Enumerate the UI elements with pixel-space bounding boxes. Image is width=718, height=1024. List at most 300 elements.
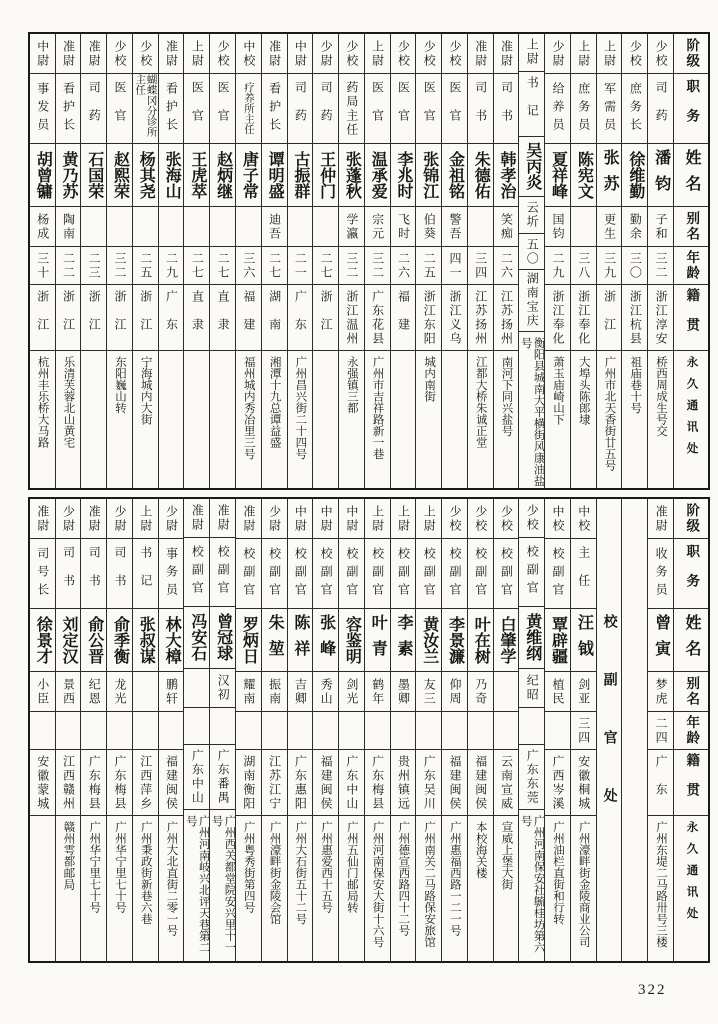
name-cell <box>56 144 81 207</box>
alias-cell <box>494 207 519 247</box>
address-cell <box>545 351 570 488</box>
person-origin: 浙江 <box>138 289 153 346</box>
name-cell <box>262 144 287 207</box>
person-rank: 上尉 <box>138 504 153 533</box>
person-origin: 广东番禺 <box>216 748 231 805</box>
person-origin: 湖南宝庆 <box>525 272 540 329</box>
person-column <box>544 499 570 961</box>
origin-cell <box>571 750 596 816</box>
person-age: 三二 <box>654 251 669 280</box>
duty-cell <box>210 538 235 607</box>
person-column <box>390 499 416 961</box>
address-cell <box>597 351 622 488</box>
person-origin: 浙江 <box>61 289 76 346</box>
person-name: 朱堃 <box>266 614 284 666</box>
name-cell <box>545 609 570 672</box>
person-origin: 广东梅县 <box>113 754 128 811</box>
origin-cell <box>288 750 313 816</box>
person-alias: 龙光 <box>113 677 128 706</box>
duty-cell <box>416 74 441 144</box>
person-age: 二六 <box>499 251 514 280</box>
person-duty: 军需员 <box>602 81 617 136</box>
person-alias: 子和 <box>654 212 669 241</box>
person-origin: 浙江 <box>319 289 334 346</box>
name-cell <box>107 144 132 207</box>
origin-cell <box>81 750 106 816</box>
rank-cell <box>571 499 596 539</box>
name-cell <box>571 609 596 672</box>
age-cell <box>133 712 158 750</box>
origin-cell <box>236 285 261 351</box>
origin-cell <box>262 285 287 351</box>
person-name: 张锦江 <box>420 151 438 199</box>
rank-cell <box>365 34 390 74</box>
rank-cell <box>262 499 287 539</box>
person-origin: 广东梅县 <box>87 754 102 811</box>
person-column <box>493 499 519 961</box>
header-column <box>673 34 708 488</box>
person-rank: 中校 <box>576 504 591 533</box>
name-cell <box>288 144 313 207</box>
header-label: 年龄 <box>684 250 700 281</box>
origin-cell <box>210 285 235 351</box>
alias-cell <box>133 672 158 712</box>
person-age: 二一 <box>293 251 308 280</box>
duty-cell <box>107 74 132 144</box>
person-duty: 医官 <box>396 80 411 137</box>
age-cell <box>468 712 493 750</box>
person-column <box>183 499 209 961</box>
person-duty: 校副官 <box>319 546 334 601</box>
address-cell <box>30 816 55 961</box>
rank-cell <box>184 34 209 74</box>
person-alias: 学瀛 <box>344 212 359 241</box>
person-rank: 中尉 <box>319 504 334 533</box>
name-cell <box>571 144 596 207</box>
person-rank: 上尉 <box>576 39 591 68</box>
header-origin-cell <box>674 750 708 816</box>
alias-cell <box>648 207 673 247</box>
alias-cell <box>262 207 287 247</box>
person-name: 张叔谋 <box>137 616 155 664</box>
duty-cell <box>262 74 287 144</box>
header-label: 永久通讯处 <box>685 821 698 929</box>
name-cell <box>468 609 493 672</box>
person-column <box>467 34 493 488</box>
person-alias: 植民 <box>551 677 566 706</box>
duty-cell <box>416 539 441 609</box>
address-cell <box>313 816 338 961</box>
person-age: 二九 <box>164 251 179 280</box>
person-address: 广州惠爱西十五号 <box>320 821 333 913</box>
person-duty: 校副官 <box>396 546 411 601</box>
alias-cell <box>494 672 519 712</box>
person-address: 广州大石街五十二号 <box>294 821 307 925</box>
name-cell <box>468 144 493 207</box>
age-cell <box>519 708 544 745</box>
person-origin: 广东中山 <box>190 748 205 805</box>
address-cell <box>416 351 441 488</box>
person-rank: 中尉 <box>344 504 359 533</box>
person-origin: 直隶 <box>190 289 205 346</box>
person-age: 三十 <box>35 251 50 280</box>
person-address: 广州大北直街二零一号 <box>165 821 178 936</box>
alias-cell <box>365 207 390 247</box>
person-alias: 振南 <box>267 677 282 706</box>
person-name: 俞季衡 <box>111 616 129 664</box>
person-column <box>441 34 467 488</box>
person-origin: 福建闽侯 <box>164 754 179 811</box>
person-name: 王仲门 <box>317 151 335 199</box>
person-name: 古振群 <box>291 151 309 199</box>
person-address: 衡阳县城南大平横街风康油盐号 <box>519 336 545 487</box>
person-origin: 浙江 <box>113 289 128 346</box>
name-cell <box>648 609 673 672</box>
person-origin: 广东 <box>654 754 669 811</box>
age-cell <box>262 712 287 750</box>
header-label: 年龄 <box>684 715 700 746</box>
roster-table-bottom <box>28 497 710 963</box>
person-duty: 疗养所主任 <box>243 82 255 135</box>
address-cell <box>56 351 81 488</box>
person-address: 广州东堤二马路卅号三楼 <box>655 821 668 948</box>
person-duty: 校副官 <box>241 546 256 601</box>
address-cell <box>519 332 544 488</box>
person-duty: 司书 <box>87 545 102 602</box>
person-address: 广州秉政街新巷六巷 <box>139 821 152 925</box>
person-address: 乐清芙蓉北山黄宅 <box>62 356 75 448</box>
person-rank: 少校 <box>654 39 669 68</box>
person-address: 广州市北天香街廿五号 <box>603 356 616 471</box>
name-cell <box>210 144 235 207</box>
age-cell <box>494 247 519 285</box>
person-name: 杨其尧 <box>137 151 155 199</box>
age-cell <box>339 247 364 285</box>
rank-cell <box>30 499 55 539</box>
person-column <box>518 499 544 961</box>
name-cell <box>184 144 209 207</box>
person-age: 二五 <box>138 251 153 280</box>
rank-cell <box>519 499 544 538</box>
duty-cell <box>571 74 596 144</box>
origin-cell <box>133 285 158 351</box>
header-label: 职务 <box>684 79 700 138</box>
age-cell <box>545 712 570 750</box>
age-cell <box>184 708 209 745</box>
address-cell <box>107 351 132 488</box>
age-cell <box>391 712 416 750</box>
rank-cell <box>416 499 441 539</box>
person-rank: 中校 <box>551 504 566 533</box>
origin-cell <box>442 285 467 351</box>
alias-cell <box>545 207 570 247</box>
rank-cell <box>545 499 570 539</box>
alias-cell <box>288 207 313 247</box>
header-label: 姓名 <box>683 149 700 201</box>
person-column <box>338 499 364 961</box>
origin-cell <box>494 285 519 351</box>
person-rank: 少尉 <box>551 39 566 68</box>
age-cell <box>56 247 81 285</box>
header-duty-cell <box>674 539 708 609</box>
name-cell <box>365 144 390 207</box>
person-origin: 广西岑溪 <box>551 754 566 811</box>
person-origin: 浙江东阳 <box>422 289 437 346</box>
origin-cell <box>288 285 313 351</box>
alias-cell <box>622 207 647 247</box>
age-cell <box>648 712 673 750</box>
person-rank: 中尉 <box>293 39 308 68</box>
person-rank: 少尉 <box>319 39 334 68</box>
person-origin: 浙江 <box>35 289 50 346</box>
rank-cell <box>571 34 596 74</box>
person-column <box>621 34 647 488</box>
person-name: 叶青 <box>369 614 387 666</box>
person-rank: 少校 <box>113 39 128 68</box>
person-origin: 浙江杭县 <box>628 289 643 346</box>
person-name: 温承爱 <box>369 151 387 199</box>
rank-cell <box>81 34 106 74</box>
origin-cell <box>391 750 416 816</box>
rank-cell <box>30 34 55 74</box>
section-title-cell <box>597 499 622 961</box>
rank-cell <box>597 34 622 74</box>
person-column <box>364 34 390 488</box>
person-duty: 司药 <box>87 80 102 137</box>
age-cell <box>442 247 467 285</box>
duty-cell <box>133 539 158 609</box>
person-alias: 鹏轩 <box>164 677 179 706</box>
age-cell <box>81 247 106 285</box>
address-cell <box>622 351 647 488</box>
person-duty: 医官 <box>422 80 437 137</box>
person-duty: 看护长 <box>164 81 179 136</box>
address-cell <box>391 351 416 488</box>
person-column <box>390 34 416 488</box>
person-duty: 收务员 <box>654 546 669 601</box>
origin-cell <box>571 285 596 351</box>
origin-cell <box>494 750 519 816</box>
alias-cell <box>81 207 106 247</box>
origin-cell <box>545 285 570 351</box>
person-name: 赵炳继 <box>214 151 232 199</box>
person-origin: 广东中山 <box>344 754 359 811</box>
person-origin: 江苏江宁 <box>267 754 282 811</box>
address-cell <box>494 816 519 961</box>
person-age: 四一 <box>447 251 462 280</box>
age-cell <box>184 247 209 285</box>
header-label: 姓名 <box>683 614 700 666</box>
name-cell <box>416 609 441 672</box>
person-rank: 少校 <box>344 39 359 68</box>
person-column <box>261 499 287 961</box>
age-cell <box>391 247 416 285</box>
duty-cell <box>391 74 416 144</box>
person-duty: 书记 <box>138 545 153 602</box>
header-alias-cell <box>674 672 708 712</box>
person-address: 广州粤秀街第四号 <box>242 821 255 913</box>
header-label: 阶级 <box>684 503 700 534</box>
duty-cell <box>236 74 261 144</box>
origin-cell <box>365 750 390 816</box>
address-cell <box>442 816 467 961</box>
duty-cell <box>442 74 467 144</box>
person-origin: 安徽桐城 <box>576 754 591 811</box>
name-cell <box>597 144 622 207</box>
person-alias: 剑光 <box>344 677 359 706</box>
rank-cell <box>494 499 519 539</box>
person-age: 三二 <box>344 251 359 280</box>
person-age: 三二 <box>113 251 128 280</box>
header-label: 籍贯 <box>684 753 700 812</box>
person-name: 张蓬秋 <box>343 151 361 199</box>
person-alias: 勤余 <box>628 212 643 241</box>
duty-cell <box>545 539 570 609</box>
age-cell <box>494 712 519 750</box>
alias-cell <box>648 672 673 712</box>
name-cell <box>519 137 544 196</box>
person-origin: 福建 <box>241 289 256 346</box>
address-cell <box>468 816 493 961</box>
person-duty: 司药 <box>319 80 334 137</box>
person-column <box>55 34 81 488</box>
person-address: 广州市吉祥路新一巷 <box>371 356 384 460</box>
rank-cell <box>416 34 441 74</box>
person-rank: 少校 <box>525 504 540 533</box>
age-cell <box>81 712 106 750</box>
person-rank: 上尉 <box>190 39 205 68</box>
name-cell <box>648 144 673 207</box>
age-cell <box>519 234 544 270</box>
person-duty: 司书 <box>113 545 128 602</box>
rank-cell <box>391 499 416 539</box>
section-divider-column <box>596 499 622 961</box>
person-duty: 事发员 <box>35 81 50 136</box>
person-rank: 少尉 <box>267 504 282 533</box>
person-duty: 医官 <box>370 80 385 137</box>
age-cell <box>210 708 235 745</box>
person-column <box>106 34 132 488</box>
address-cell <box>30 351 55 488</box>
duty-cell <box>288 539 313 609</box>
duty-cell <box>494 74 519 144</box>
duty-cell <box>365 539 390 609</box>
rank-cell <box>442 34 467 74</box>
address-cell <box>262 816 287 961</box>
name-cell <box>81 144 106 207</box>
person-address: 大埠头陈郎埭 <box>577 356 590 425</box>
duty-cell <box>81 74 106 144</box>
address-cell <box>468 351 493 488</box>
age-cell <box>56 712 81 750</box>
alias-cell <box>184 207 209 247</box>
age-cell <box>597 247 622 285</box>
person-rank: 少校 <box>396 39 411 68</box>
person-age: 二七 <box>319 251 334 280</box>
person-duty: 校副官 <box>422 546 437 601</box>
person-column <box>261 34 287 488</box>
person-age: 三八 <box>576 251 591 280</box>
person-name: 张苏 <box>601 149 619 201</box>
address-cell <box>648 816 673 961</box>
origin-cell <box>184 285 209 351</box>
duty-cell <box>339 539 364 609</box>
person-alias: 吉卿 <box>293 677 308 706</box>
person-address: 城内南街 <box>423 356 436 402</box>
person-address: 广州濠畔街金陵会馆 <box>268 821 281 925</box>
person-rank: 少校 <box>447 39 462 68</box>
header-label: 别名 <box>684 676 700 707</box>
origin-cell <box>468 750 493 816</box>
address-cell <box>107 816 132 961</box>
alias-cell <box>365 672 390 712</box>
person-address: 广州华宁里七十号 <box>88 821 101 913</box>
person-column <box>209 34 235 488</box>
person-duty: 校副官 <box>499 546 514 601</box>
person-column <box>544 34 570 488</box>
origin-cell <box>56 750 81 816</box>
person-address: 宣威上堡大街 <box>500 821 513 890</box>
origin-cell <box>468 285 493 351</box>
header-label: 阶级 <box>684 38 700 69</box>
name-cell <box>339 144 364 207</box>
person-origin: 浙江淳安 <box>654 289 669 346</box>
person-column <box>80 34 106 488</box>
person-alias: 伯葵 <box>422 212 437 241</box>
origin-cell <box>236 750 261 816</box>
person-age: 二三 <box>87 251 102 280</box>
header-label: 职务 <box>684 544 700 603</box>
alias-cell <box>391 672 416 712</box>
duty-cell <box>30 539 55 609</box>
person-age: 二二 <box>61 251 76 280</box>
header-age-cell <box>674 247 708 285</box>
origin-cell <box>339 285 364 351</box>
duty-cell <box>597 74 622 144</box>
header-age-cell <box>674 712 708 750</box>
address-cell <box>648 351 673 488</box>
age-cell <box>365 712 390 750</box>
name-cell <box>391 144 416 207</box>
person-duty: 校副官 <box>551 546 566 601</box>
header-label: 永久通讯处 <box>685 356 698 464</box>
person-address: 广州河南保安大街十六号 <box>371 821 384 948</box>
person-duty: 药局主任 <box>344 80 359 137</box>
person-duty: 校副官 <box>473 546 488 601</box>
name-cell <box>133 144 158 207</box>
alias-cell <box>442 207 467 247</box>
person-address: 广州河南岐兴北评天巷第二号 <box>184 814 210 953</box>
origin-cell <box>262 750 287 816</box>
name-cell <box>236 609 261 672</box>
address-cell <box>571 351 596 488</box>
age-cell <box>288 247 313 285</box>
duty-cell <box>159 539 184 609</box>
origin-cell <box>391 285 416 351</box>
person-alias: 仰周 <box>447 677 462 706</box>
alias-cell <box>339 207 364 247</box>
header-alias-cell <box>674 207 708 247</box>
person-age: 二七 <box>267 251 282 280</box>
person-rank: 准尉 <box>241 504 256 533</box>
person-rank: 少校 <box>138 39 153 68</box>
alias-cell <box>442 672 467 712</box>
person-column <box>415 499 441 961</box>
person-rank: 准尉 <box>267 39 282 68</box>
person-name: 王虎萃 <box>188 151 206 199</box>
person-column <box>312 34 338 488</box>
alias-cell <box>107 672 132 712</box>
